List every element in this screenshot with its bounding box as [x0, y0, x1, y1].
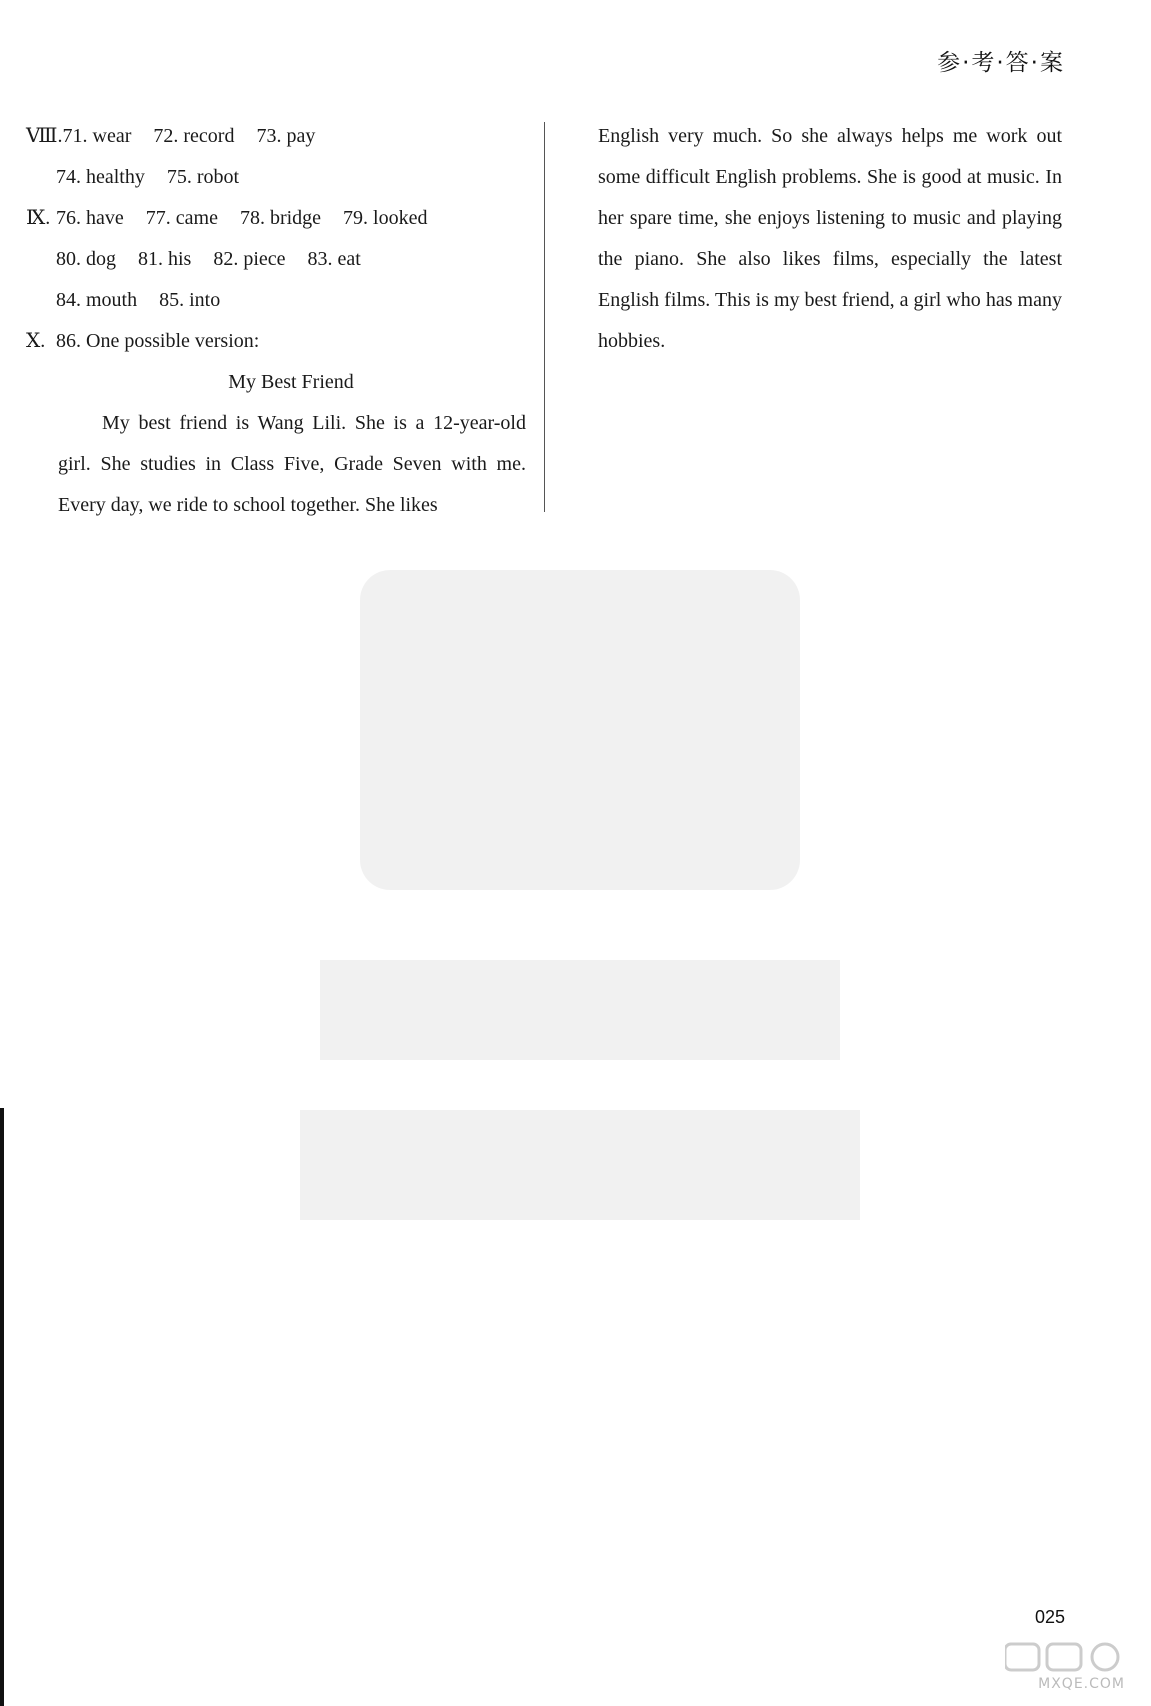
section-viii-line-2 [26, 157, 526, 198]
watermark-graphic [300, 540, 860, 1260]
answer-item: 76. have [56, 207, 124, 229]
section-viii-line-1 [26, 116, 526, 157]
section-ix-line-1 [26, 198, 526, 239]
page-edge-bar [0, 1108, 4, 1706]
section-numeral: Ⅷ. [26, 125, 63, 147]
left-column [26, 116, 526, 526]
answer-item: 84. mouth [56, 289, 138, 311]
answer-item: 81. his [138, 248, 192, 270]
logo-mark-icon [1005, 1642, 1125, 1672]
page-number: 025 [1034, 1607, 1065, 1627]
section-ix-line-2 [26, 239, 526, 280]
essay-intro: 86. One possible version: [56, 330, 260, 352]
answer-item: 80. dog [56, 248, 116, 270]
page-header-title: 参·考·答·案 [937, 50, 1065, 76]
answer-item: 73. pay [256, 125, 316, 147]
answer-item: 83. eat [307, 248, 361, 270]
right-column [598, 116, 1062, 362]
answer-item: 71. wear [62, 125, 132, 147]
answer-item: 74. healthy [56, 166, 145, 188]
answer-item: 85. into [159, 289, 221, 311]
essay-paragraph-right: English very much. So she always helps me work out some difficult English problems. She is good at music. In her spare time, she enjoys listening to music and playing the piano. She also likes films, especially the latest English films. This is my best friend, a girl who has many hobbies. [598, 125, 1062, 352]
answer-item: 75. robot [166, 166, 240, 188]
section-numeral: Ⅹ. [26, 330, 46, 352]
answer-item: 72. record [153, 125, 235, 147]
answer-item: 78. bridge [239, 207, 322, 229]
answer-item: 82. piece [213, 248, 286, 270]
essay-paragraph-left: My best friend is Wang Lili. She is a 12-year-old girl. She studies in Class Five, Grade Seven with me. Every day, we ride to school together. She likes [58, 412, 526, 516]
section-ix-line-3 [26, 280, 526, 321]
section-x-line [26, 321, 526, 362]
column-divider [544, 122, 545, 512]
answer-item: 77. came [145, 207, 218, 229]
essay-title: My Best Friend [228, 371, 354, 393]
section-numeral: Ⅸ. [26, 207, 51, 229]
site-logo [995, 1642, 1125, 1692]
answer-item: 79. looked [343, 207, 428, 229]
logo-text: MXQE.COM [1038, 1676, 1125, 1692]
